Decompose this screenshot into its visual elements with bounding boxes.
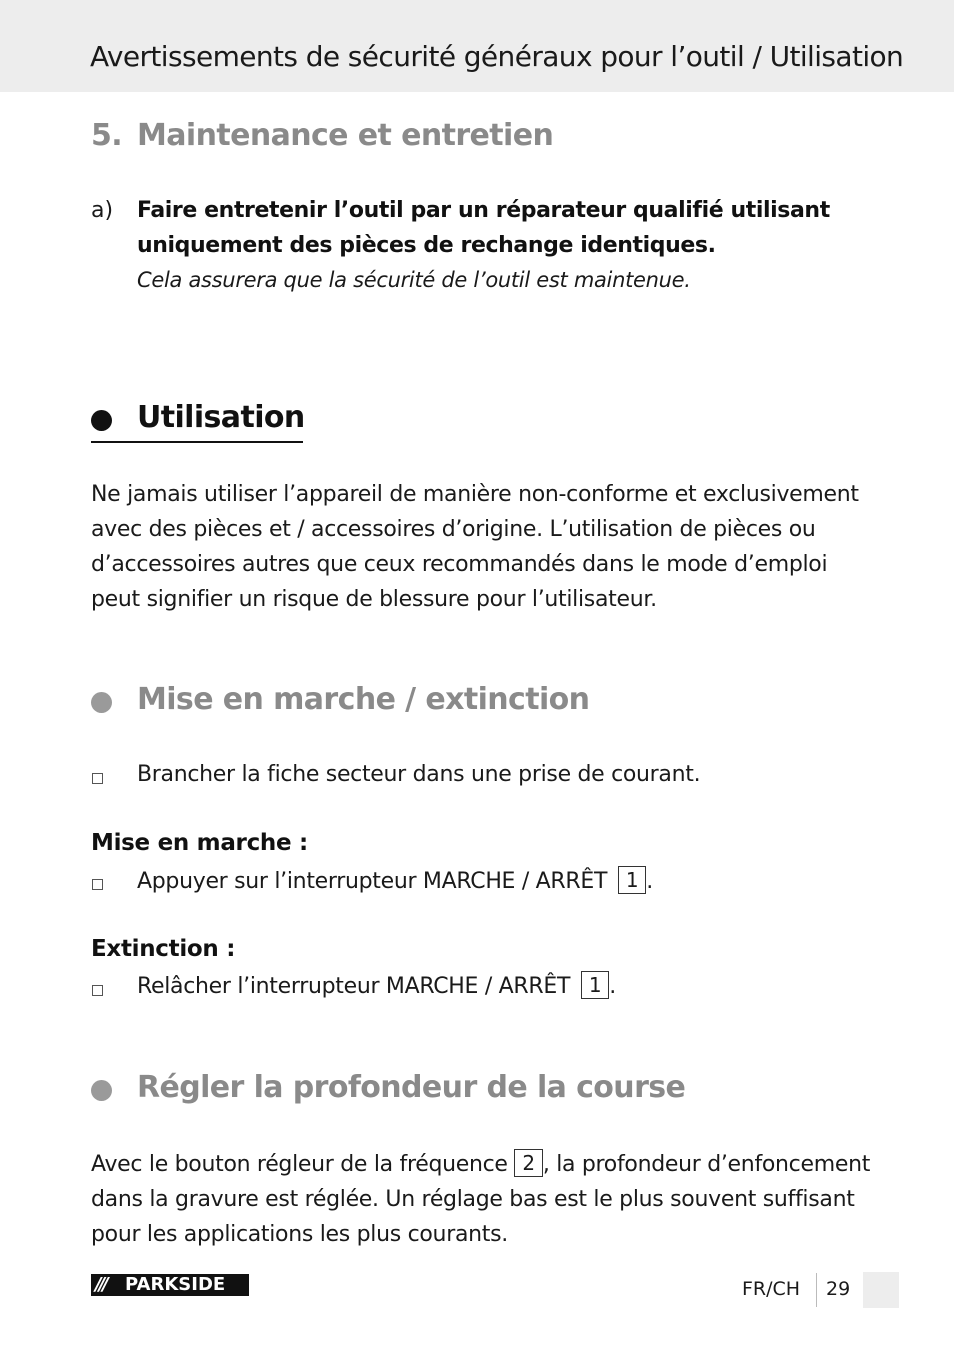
step-plug-text: Brancher la fiche secteur dans une prise de courant. (137, 762, 701, 787)
on-subheading: Mise en marche : (91, 830, 308, 856)
item-a-bold-text: Faire entretenir l’outil par un réparateur qualifié utilisant uniquement des pièces de rechange identiques. (137, 198, 830, 258)
section-5-heading (91, 118, 553, 153)
period: . (609, 974, 616, 999)
on-step-text: Appuyer sur l’interrupteur MARCHE / ARRÊT (137, 869, 608, 894)
bullet-icon (91, 410, 112, 431)
utilisation-heading: Utilisation (137, 400, 305, 435)
page-number: 29 (826, 1278, 851, 1300)
off-step-text: Relâcher l’interrupteur MARCHE / ARRÊT (137, 974, 571, 999)
profondeur-text-before: Avec le bouton régleur de la fréquence (91, 1152, 508, 1177)
profondeur-paragraph (91, 1147, 881, 1252)
footer-language: FR/CH (742, 1278, 801, 1300)
period: . (646, 869, 653, 894)
ref-number-box: 1 (581, 971, 609, 999)
bullet-icon (91, 692, 112, 713)
item-a-italic-text: Cela assurera que la sécurité de l’outil est maintenue. (137, 268, 691, 292)
ref-number-box: 2 (514, 1149, 542, 1177)
footer-tab-marker (863, 1272, 899, 1308)
checkbox-icon (92, 985, 103, 996)
heading-underline (91, 441, 303, 443)
on-step (137, 866, 653, 894)
utilisation-paragraph: Ne jamais utiliser l’appareil de manière non-conforme et exclusivement avec des pièces et / accessoires d’origine. L’utilisation de pièces ou d’accessoires autres que ceux recommandés dans le mode d’emploi peut signifier un risque de blessure pour l’utilisateur. (91, 482, 859, 612)
parkside-logo (91, 1274, 249, 1296)
mise-en-marche-heading: Mise en marche / extinction (137, 682, 590, 717)
off-subheading: Extinction : (91, 936, 236, 962)
checkbox-icon (92, 879, 103, 890)
footer-divider (816, 1273, 817, 1307)
checkbox-icon (92, 773, 103, 784)
bullet-icon (91, 1080, 112, 1101)
profondeur-text-after: , la profondeur d’enfoncement dans la gravure est réglée. Un réglage bas est le plus souvent suffisant pour les applications les plus courants. (91, 1152, 871, 1247)
ref-number-box: 1 (618, 866, 646, 894)
section-number: 5. (91, 118, 123, 153)
off-step (137, 971, 616, 999)
profondeur-heading: Régler la profondeur de la course (137, 1070, 686, 1105)
section-title: Maintenance et entretien (137, 118, 554, 153)
page-header-title: Avertissements de sécurité généraux pour l’outil / Utilisation (90, 40, 904, 73)
logo-brand-text: PARKSIDE (125, 1274, 226, 1295)
logo-stripes-icon: /// (95, 1274, 106, 1295)
item-label-a: a) (91, 198, 114, 223)
